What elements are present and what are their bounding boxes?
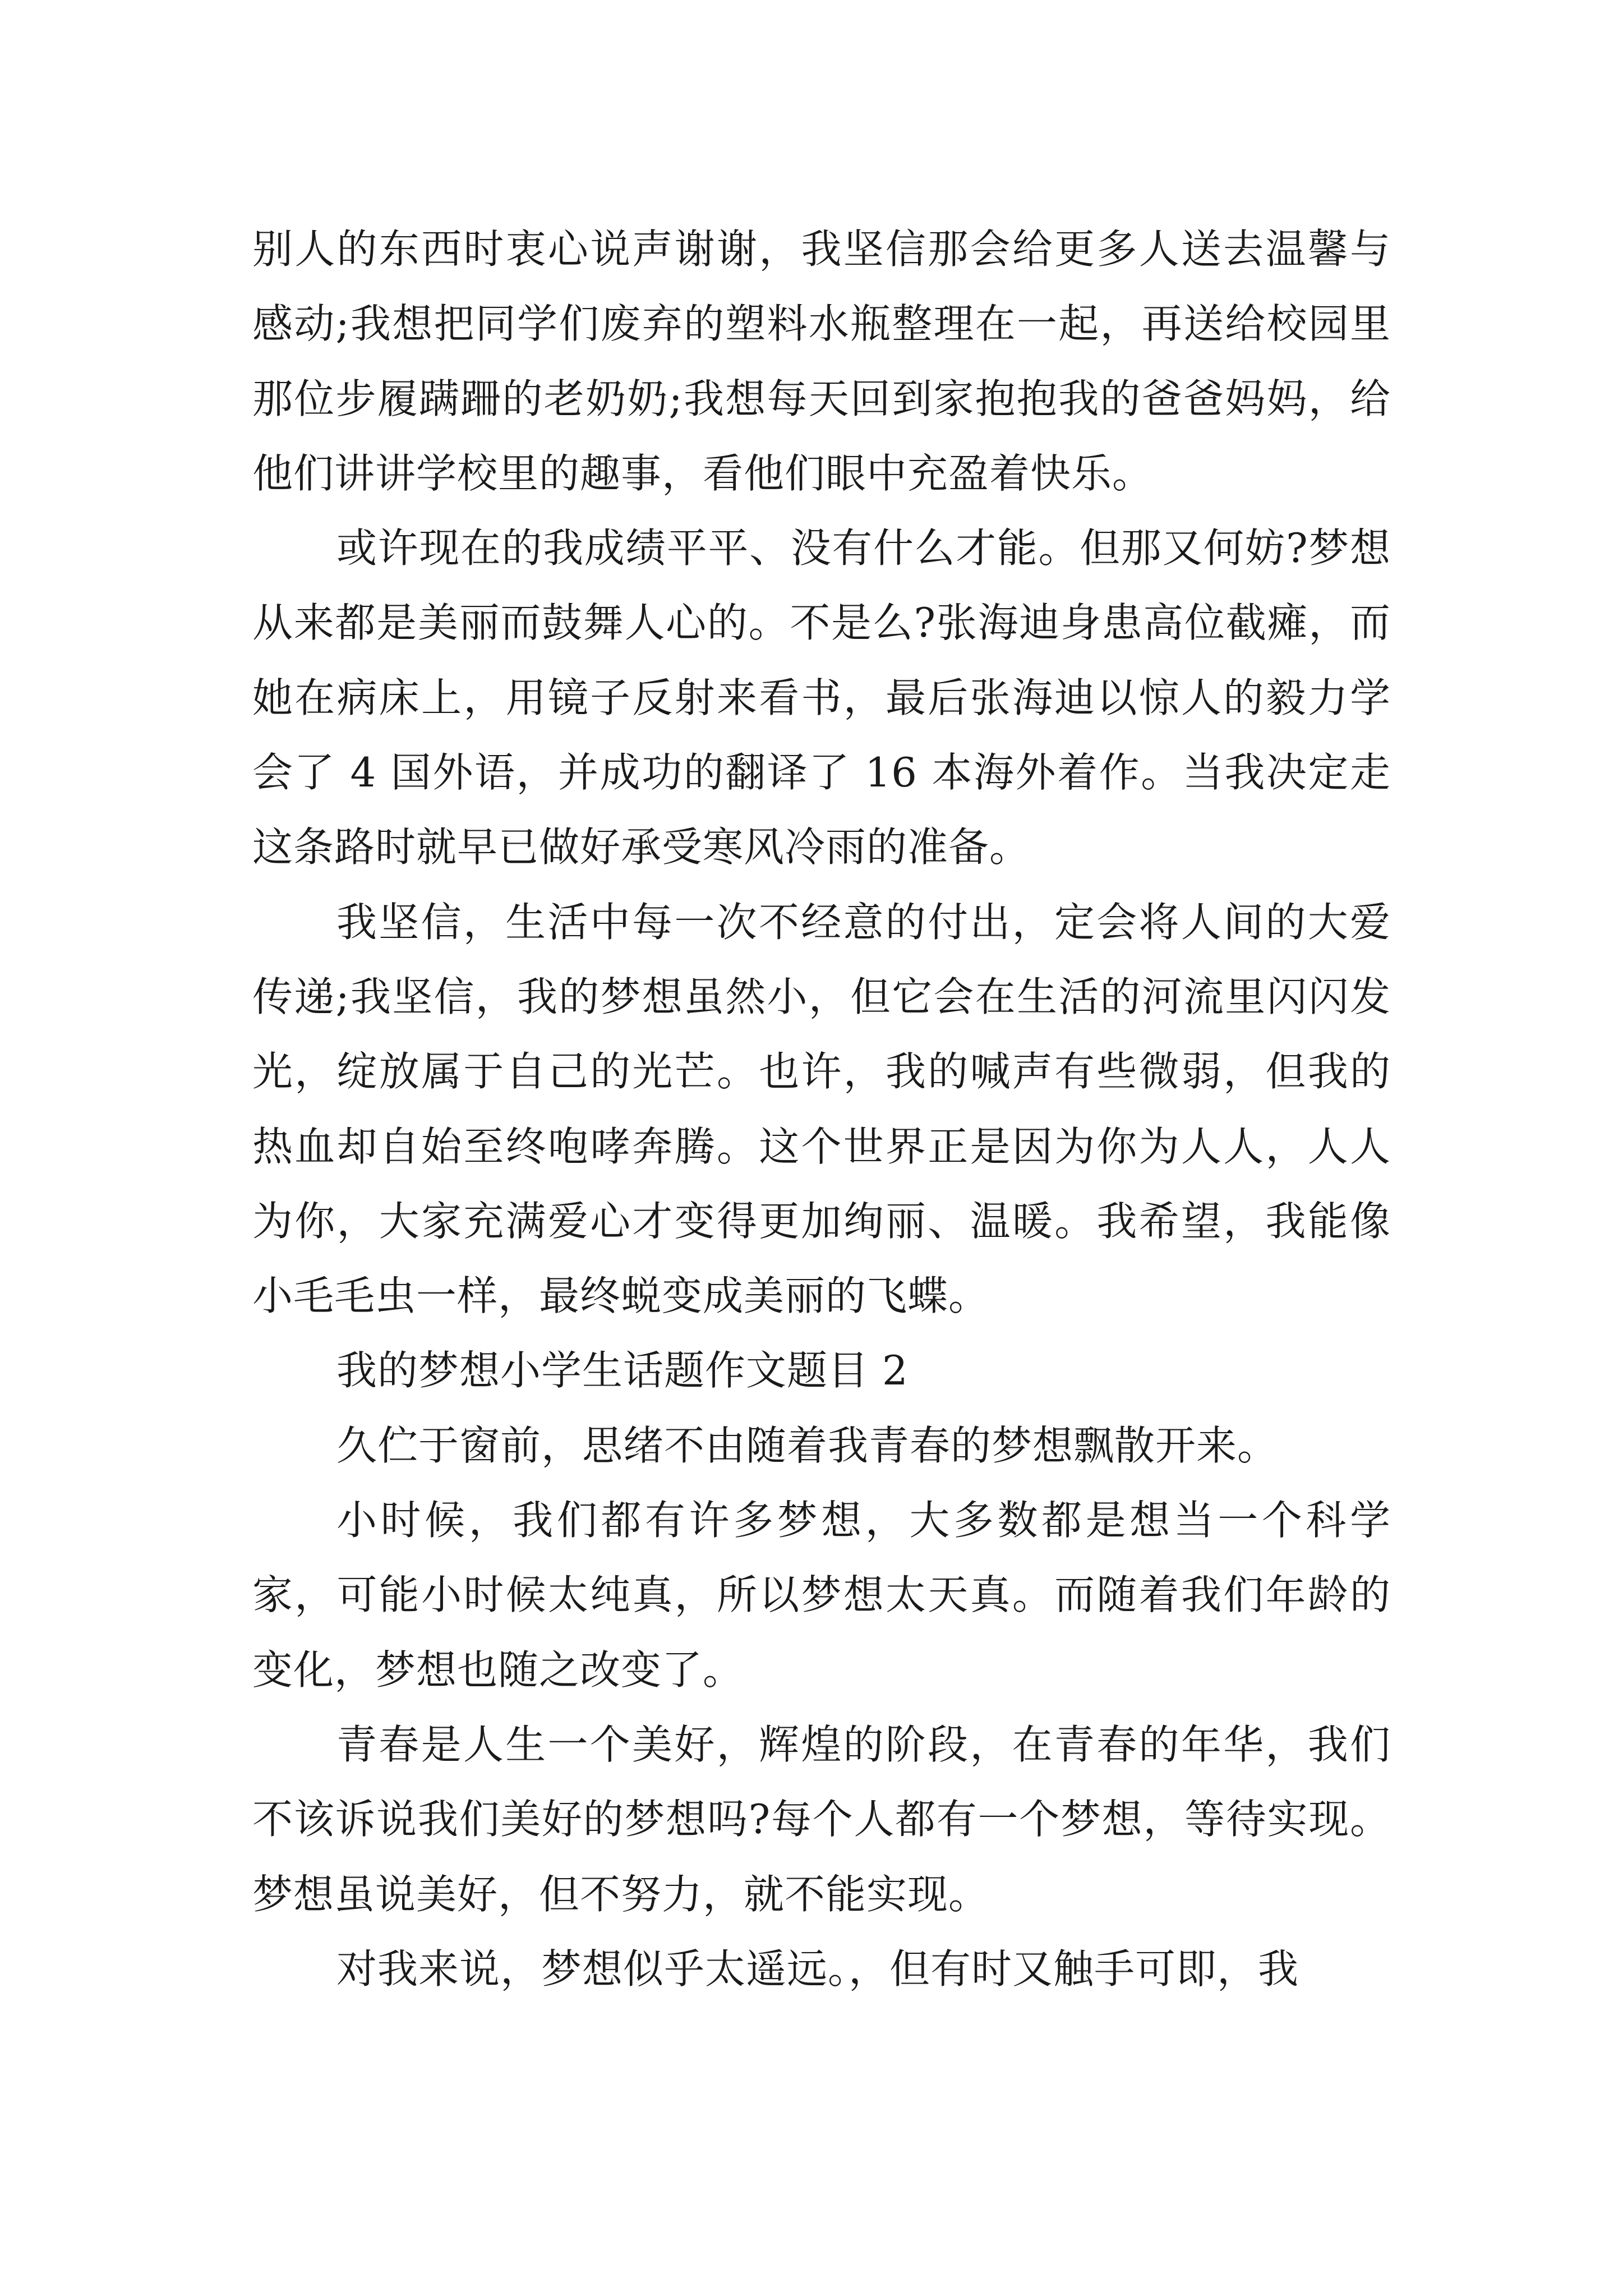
paragraph-continued: 别人的东西时衷心说声谢谢，我坚信那会给更多人送去温馨与感动;我想把同学们废弃的塑料水瓶整理在一起，再送给校园里那位步履蹒跚的老奶奶;我想每天回到家抱抱我的爸爸妈妈，给他们讲讲学校里的趣事，看他们眼中充盈着快乐。: [252, 226, 1391, 497]
paragraph-window: 久伫于窗前，思绪不由随着我青春的梦想飘散开来。: [336, 1421, 1279, 1469]
paragraph-zhang-haidi: 或许现在的我成绩平平、没有什么才能。但那又何妨?梦想从来都是美丽而鼓舞人心的。不是么?张海迪身患高位截瘫，而她在病床上，用镜子反射来看书，最后张海迪以惊人的毅力学会了 4 国外语，并成功的翻译了 16 本海外着作。当我决定走这条路时就早已做好承受寒风冷雨的准备。: [252, 524, 1391, 871]
paragraph-youth: 青春是人生一个美好，辉煌的阶段，在青春的年华，我们不该诉说我们美好的梦想吗?每个人都有一个梦想，等待实现。梦想虽说美好，但不努力，就不能实现。: [252, 1720, 1391, 1918]
paragraph-belief: 我坚信，生活中每一次不经意的付出，定会将人间的大爱传递;我坚信，我的梦想虽然小，但它会在生活的河流里闪闪发光，绽放属于自己的光芒。也许，我的喊声有些微弱，但我的热血却自始至终咆哮奔腾。这个世界正是因为你为人人，人人为你，大家充满爱心才变得更加绚丽、温暖。我希望，我能像小毛毛虫一样，最终蜕变成美丽的飞蝶。: [252, 898, 1391, 1320]
essay-title-2: 我的梦想小学生话题作文题目 2: [336, 1347, 909, 1395]
paragraph-for-me: 对我来说，梦想似乎太遥远。，但有时又触手可即，我: [336, 1945, 1299, 1993]
document-body: [252, 212, 1391, 2007]
paragraph-childhood: 小时候，我们都有许多梦想，大多数都是想当一个科学家，可能小时候太纯真，所以梦想太天真。而随着我们年龄的变化，梦想也随之改变了。: [252, 1497, 1391, 1694]
